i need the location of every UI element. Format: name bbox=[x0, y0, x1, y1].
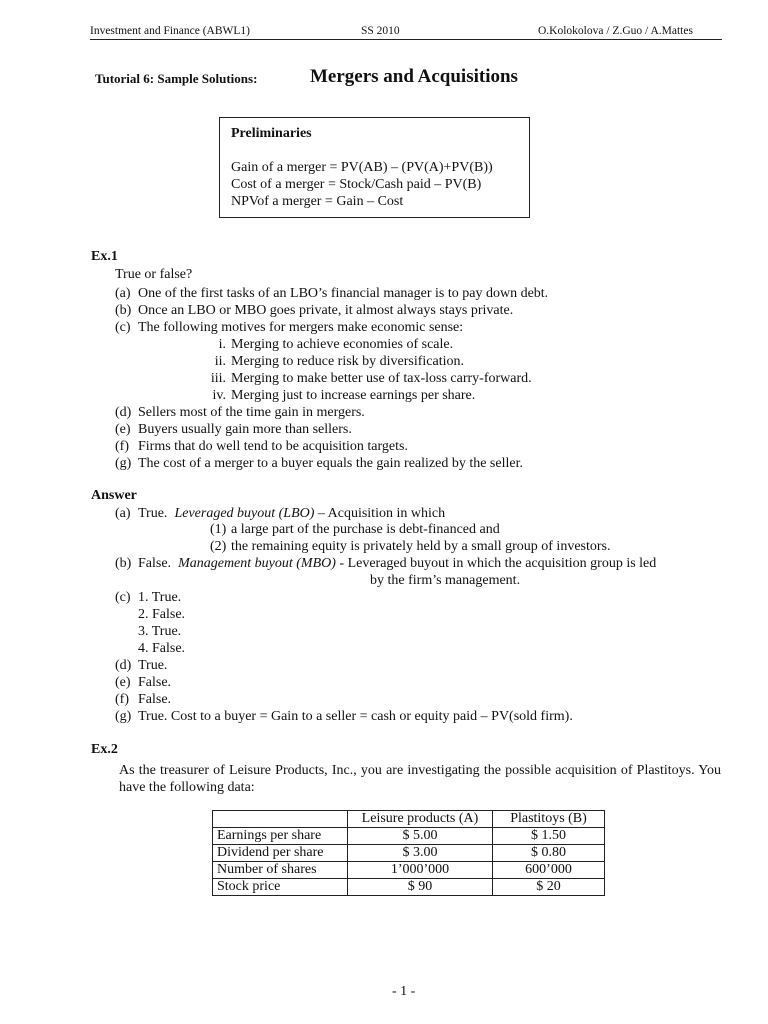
table-cell: Number of shares bbox=[213, 862, 348, 879]
table-cell: $ 20 bbox=[493, 879, 605, 896]
ex1-item-text: The following motives for mergers make economic sense: bbox=[138, 320, 464, 335]
ex1-item-label: (d) bbox=[115, 405, 132, 420]
answer-a-rest: – Acquisition in which bbox=[314, 506, 446, 521]
ex1-item-label: (b) bbox=[115, 303, 132, 318]
answer-label: (a) bbox=[115, 506, 131, 521]
page-number: - 1 - bbox=[392, 984, 416, 999]
answer-b-prefix: False. bbox=[138, 556, 172, 571]
ex1-heading: Ex.1 bbox=[91, 249, 118, 264]
ex1-item-text: One of the first tasks of an LBO’s financial manager is to pay down debt. bbox=[138, 286, 549, 301]
answer-label: (f) bbox=[115, 692, 129, 707]
answer-text: True. Cost to a buyer = Gain to a seller = cash or equity paid – PV(sold firm). bbox=[138, 709, 573, 724]
answer-a-sub-num: (1) bbox=[210, 522, 227, 537]
ex2-heading: Ex.2 bbox=[91, 742, 118, 757]
header-authors: O.Kolokolova / Z.Guo / A.Mattes bbox=[538, 25, 693, 37]
ex2-paragraph: As the treasurer of Leisure Products, Inc., you are investigating the possible acquisition of Plastitoys. You have the following data: bbox=[119, 763, 721, 795]
ex1-item-label: (g) bbox=[115, 456, 132, 471]
table-cell: $ 1.50 bbox=[493, 828, 605, 845]
table-cell: $ 0.80 bbox=[493, 845, 605, 862]
header-course: Investment and Finance (ABWL1) bbox=[90, 25, 250, 37]
ex1-item-label: (e) bbox=[115, 422, 131, 437]
answer-b-continuation: by the firm’s management. bbox=[370, 573, 521, 588]
ex1-item-label: (f) bbox=[115, 439, 129, 454]
answer-b-rest: - Leveraged buyout in which the acquisition group is led bbox=[335, 556, 657, 571]
ex1-subitem-label: iv. bbox=[212, 388, 226, 403]
answer-c-item: 1. True. bbox=[138, 590, 182, 605]
ex1-subitem-label: iii. bbox=[210, 371, 226, 386]
answer-label: (b) bbox=[115, 556, 132, 571]
answer-a-line bbox=[138, 507, 445, 521]
answer-label: (d) bbox=[115, 658, 132, 673]
table-cell: Dividend per share bbox=[213, 845, 348, 862]
answer-text: True. bbox=[138, 658, 168, 673]
table-header-row bbox=[213, 811, 605, 828]
ex1-item-text: The cost of a merger to a buyer equals the gain realized by the seller. bbox=[138, 456, 523, 471]
table-header-cell: Leisure products (A) bbox=[348, 811, 493, 828]
answer-b-line bbox=[138, 557, 656, 571]
answer-c-item: 4. False. bbox=[138, 641, 186, 656]
answer-a-sub-num: (2) bbox=[210, 539, 227, 554]
ex1-subitem-label: ii. bbox=[214, 354, 226, 369]
table-cell: $ 5.00 bbox=[348, 828, 493, 845]
table-cell: $ 90 bbox=[348, 879, 493, 896]
table-cell: Stock price bbox=[213, 879, 348, 896]
ex1-subitem-text: Merging to reduce risk by diversification. bbox=[231, 354, 465, 369]
ex1-item-label: (a) bbox=[115, 286, 131, 301]
ex1-subitem-label: i. bbox=[218, 337, 226, 352]
header-rule bbox=[90, 39, 722, 40]
answer-heading: Answer bbox=[91, 488, 137, 503]
page-title: Mergers and Acquisitions bbox=[310, 66, 518, 87]
preliminaries-line: Gain of a merger = PV(AB) – (PV(A)+PV(B)) bbox=[231, 160, 493, 175]
table-row bbox=[213, 845, 605, 862]
ex1-item-text: Sellers most of the time gain in mergers. bbox=[138, 405, 365, 420]
tutorial-label: Tutorial 6: Sample Solutions: bbox=[95, 71, 258, 86]
ex1-prompt: True or false? bbox=[115, 267, 193, 282]
ex1-subitem-text: Merging to make better use of tax-loss carry-forward. bbox=[231, 371, 532, 386]
answer-a-prefix: True. bbox=[138, 506, 168, 521]
answer-a-sub: the remaining equity is privately held by a small group of investors. bbox=[231, 539, 611, 554]
table-cell: $ 3.00 bbox=[348, 845, 493, 862]
preliminaries-line: NPVof a merger = Gain – Cost bbox=[231, 194, 404, 209]
table-row bbox=[213, 879, 605, 896]
table-row bbox=[213, 828, 605, 845]
table-cell: Earnings per share bbox=[213, 828, 348, 845]
table-cell: 1’000’000 bbox=[348, 862, 493, 879]
table-cell bbox=[213, 811, 348, 828]
answer-text: False. bbox=[138, 692, 172, 707]
data-table bbox=[212, 810, 605, 896]
table-cell: 600’000 bbox=[493, 862, 605, 879]
ex1-item-label: (c) bbox=[115, 320, 131, 335]
header-term: SS 2010 bbox=[361, 25, 400, 37]
answer-a-sub: a large part of the purchase is debt-financed and bbox=[231, 522, 500, 537]
ex1-item-text: Firms that do well tend to be acquisition targets. bbox=[138, 439, 408, 454]
answer-b-term: Management buyout (MBO) bbox=[178, 556, 336, 571]
ex1-subitem-text: Merging to achieve economies of scale. bbox=[231, 337, 454, 352]
answer-a-term: Leveraged buyout (LBO) bbox=[174, 506, 315, 521]
table-row bbox=[213, 862, 605, 879]
table-header-cell: Plastitoys (B) bbox=[493, 811, 605, 828]
answer-label: (e) bbox=[115, 675, 131, 690]
answer-c-item: 2. False. bbox=[138, 607, 186, 622]
preliminaries-heading: Preliminaries bbox=[231, 126, 312, 141]
ex1-item-text: Once an LBO or MBO goes private, it almost always stays private. bbox=[138, 303, 514, 318]
answer-c-item: 3. True. bbox=[138, 624, 182, 639]
ex1-item-text: Buyers usually gain more than sellers. bbox=[138, 422, 352, 437]
preliminaries-line: Cost of a merger = Stock/Cash paid – PV(B) bbox=[231, 177, 482, 192]
answer-text: False. bbox=[138, 675, 172, 690]
ex1-subitem-text: Merging just to increase earnings per share. bbox=[231, 388, 476, 403]
answer-label: (c) bbox=[115, 590, 131, 605]
answer-label: (g) bbox=[115, 709, 132, 724]
